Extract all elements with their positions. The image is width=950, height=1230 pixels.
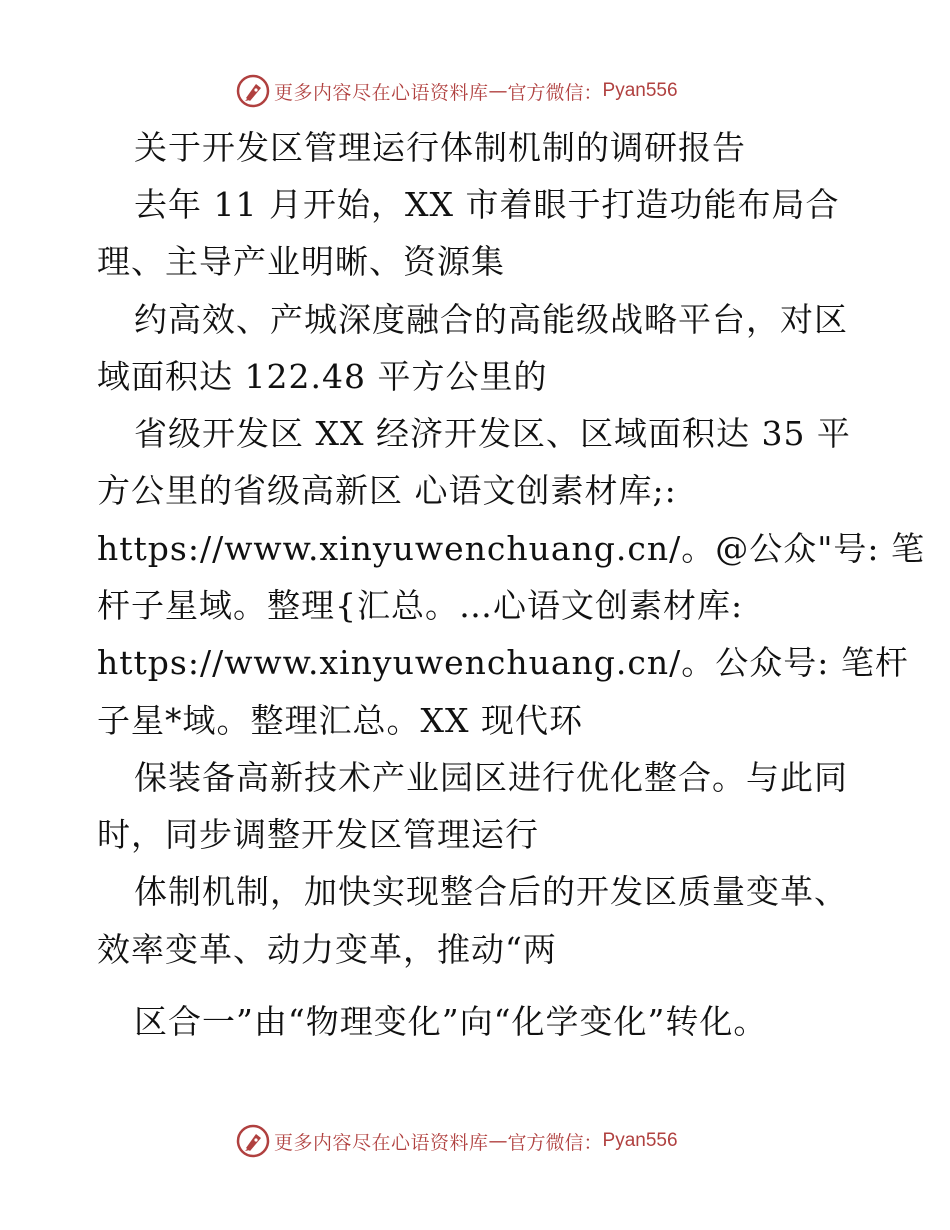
banner-wechat-label: 官方微信：: [507, 81, 603, 104]
text-line: 方公里的省级高新区 心语文创素材库;:: [97, 471, 677, 510]
text-line: 杆子星域。整理{汇总。…心语文创素材库:: [97, 586, 744, 625]
text-line: 约高效、产城深度融合的高能级战略平台，对区: [134, 300, 848, 339]
text-line: 效率变革、动力变革，推动“两: [97, 930, 557, 969]
banner-wechat-label: 官方微信：: [507, 1131, 603, 1154]
text-line: 时，同步调整开发区管理运行: [97, 815, 539, 854]
pen-nib-logo-icon: [236, 74, 270, 108]
text-line: 区合一”由“物理变化”向“化学变化”转化。: [134, 1002, 768, 1041]
text-line: 去年 11 月开始，XX 市着眼于打造功能布局合: [134, 185, 840, 224]
banner-wechat-id: Pyan556: [602, 1130, 678, 1151]
text-line: 体制机制，加快实现整合后的开发区质量变革、: [134, 872, 848, 911]
footer-banner: [236, 1124, 678, 1158]
header-banner: [236, 74, 678, 108]
text-line: https://www.xinyuwenchuang.cn/。公众号: 笔杆: [97, 643, 909, 682]
banner-site-text: 更多内容尽在心语资料库: [274, 1131, 489, 1154]
text-line: https://www.xinyuwenchuang.cn/。@公众"号: 笔: [97, 529, 926, 568]
text-line: 省级开发区 XX 经济开发区、区域面积达 35 平: [134, 414, 851, 453]
text-line: 子星*域。整理汇总。XX 现代环: [97, 701, 583, 740]
text-line: 域面积达 122.48 平方公里的: [97, 357, 548, 396]
banner-separator: —: [488, 80, 508, 102]
document-title: 关于开发区管理运行体制机制的调研报告: [134, 128, 746, 167]
pen-nib-logo-icon: [236, 1124, 270, 1158]
banner-site-text: 更多内容尽在心语资料库: [274, 81, 489, 104]
text-line: 理、主导产业明晰、资源集: [97, 242, 505, 281]
text-line: 保装备高新技术产业园区进行优化整合。与此同: [134, 758, 848, 797]
banner-separator: —: [488, 1130, 508, 1152]
banner-wechat-id: Pyan556: [602, 80, 678, 101]
